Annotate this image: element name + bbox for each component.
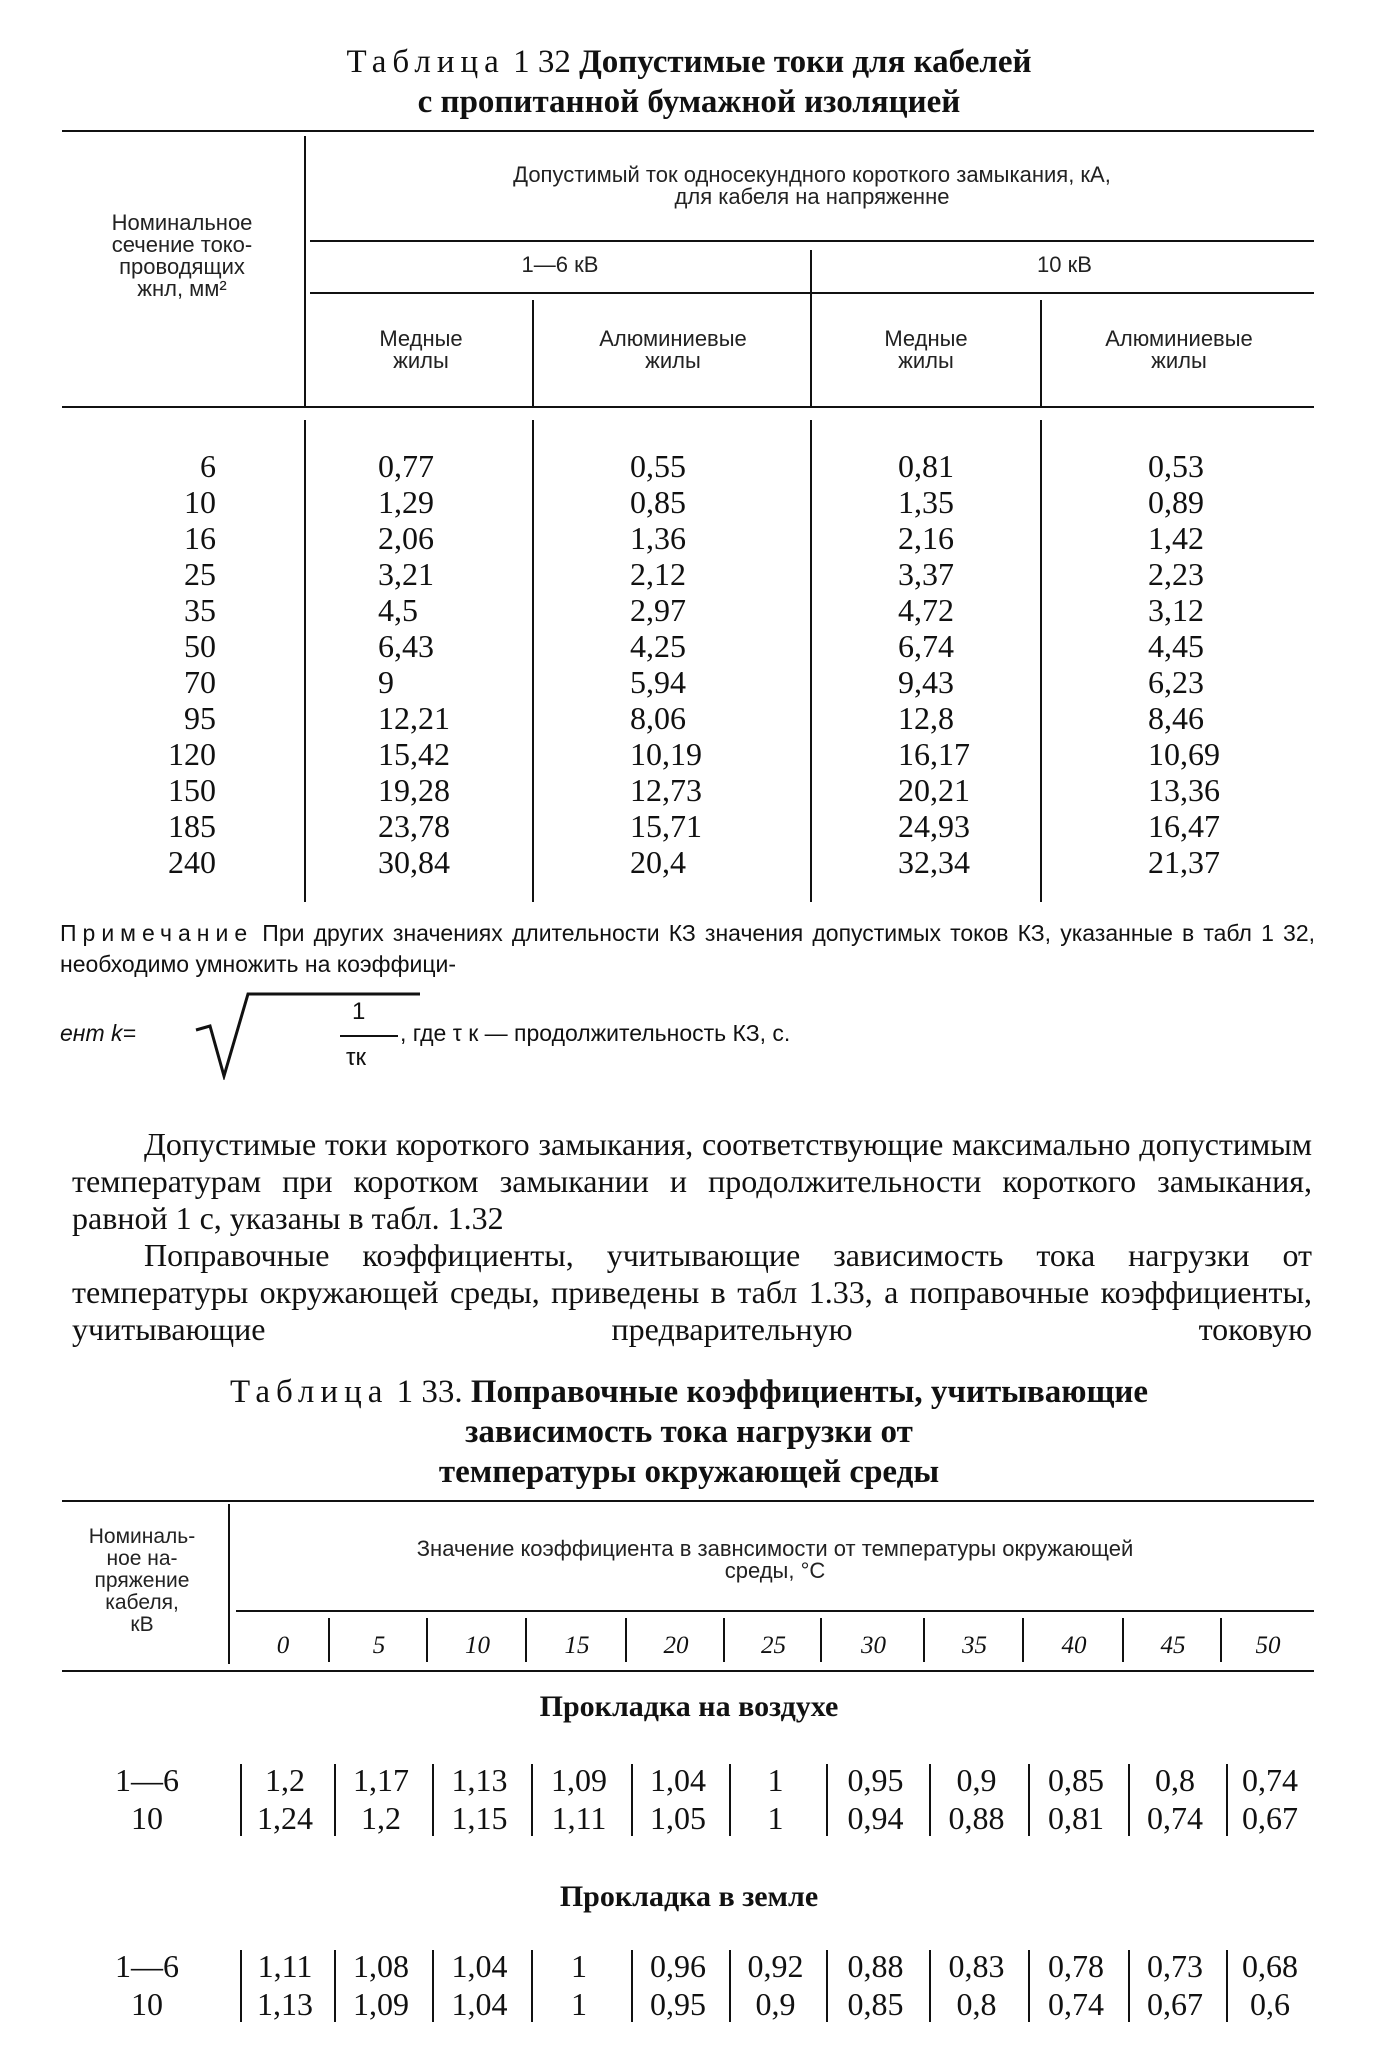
table-132-divider — [1040, 420, 1042, 902]
temperature-label: 35 — [962, 1632, 987, 1659]
aluminium-header-line: жилы — [645, 348, 701, 373]
current-value: 10,69 — [1148, 736, 1220, 772]
coefficient-value: 0,85 — [1048, 1762, 1104, 1798]
voltage-label: 10 — [131, 1986, 163, 2022]
coefficient-value: 0,96 — [650, 1948, 706, 1984]
note-formula — [60, 990, 1060, 1080]
note-label: Примечание — [60, 920, 254, 946]
current-value: 1,42 — [1148, 520, 1204, 556]
table-132-note — [60, 918, 1315, 980]
voltage-header-line: кВ — [130, 1613, 154, 1636]
table-132-number: 1 32 — [513, 44, 571, 80]
current-value: 2,16 — [898, 520, 954, 556]
current-header-line1: Допустимый ток односекундного короткого замыкания, кА, — [513, 162, 1111, 187]
table-133-top-rule — [62, 1500, 1314, 1502]
voltage-header-line: Номиналь- — [88, 1525, 196, 1548]
coefficient-value: 0,78 — [1048, 1948, 1104, 1984]
aluminium-header-line: Алюминиевые — [599, 326, 747, 351]
current-value: 6,23 — [1148, 664, 1204, 700]
coefficient-value: 0,9 — [956, 1762, 997, 1798]
table-133-divider — [820, 1618, 822, 1662]
table-132-rule — [310, 292, 1314, 294]
table-132-title-line1: Допустимые токи для кабелей — [579, 44, 1032, 80]
table-133-divider — [1220, 1618, 1222, 1662]
aluminium-1-6-header — [536, 328, 810, 372]
current-value: 19,28 — [378, 772, 450, 808]
current-value: 9,43 — [898, 664, 954, 700]
table-132-title-line2: с пропитанной бумажной изоляцией — [417, 84, 961, 120]
coefficient-value: 0,88 — [847, 1948, 904, 1984]
table-133-title-line2: зависимость тока нагрузки от — [465, 1414, 913, 1450]
section-header-line: сечение токо- — [111, 232, 253, 257]
temperature-label: 15 — [564, 1632, 590, 1659]
current-value: 13,36 — [1148, 772, 1220, 808]
current-value: 6,43 — [378, 628, 434, 664]
copper-1-6-column — [378, 448, 498, 880]
table-132-divider — [304, 136, 306, 406]
coefficient-value: 1,04 — [451, 1986, 508, 2022]
table-132-section-header — [62, 212, 302, 300]
coefficient-value: 1,13 — [257, 1986, 313, 2022]
current-value: 15,42 — [378, 736, 450, 772]
current-value: 9 — [378, 664, 394, 700]
table-132-divider — [810, 420, 812, 902]
section-value: 50 — [184, 628, 216, 664]
coefficient-value: 0,83 — [948, 1948, 1005, 1984]
current-value: 12,73 — [630, 772, 702, 808]
coefficient-value: 0,74 — [1147, 1800, 1203, 1836]
current-value: 2,12 — [630, 556, 686, 592]
current-value: 5,94 — [630, 664, 686, 700]
table-132-divider — [1040, 300, 1042, 406]
current-value: 2,06 — [378, 520, 434, 556]
section-value: 25 — [184, 556, 216, 592]
coefficient-value: 0,85 — [847, 1986, 904, 2022]
coefficient-value: 0,92 — [747, 1948, 804, 1984]
sections-column — [100, 448, 216, 880]
coefficient-value: 1,09 — [353, 1986, 409, 2022]
section-value: 35 — [184, 592, 216, 628]
copper-header-line: Медные — [379, 326, 463, 351]
table-133-title-line1: Поправочные коэффициенты, учитывающие — [470, 1374, 1148, 1410]
table-132-divider — [532, 420, 534, 902]
section-value: 240 — [168, 844, 216, 880]
temperature-label: 5 — [372, 1632, 386, 1659]
table-133-divider — [1122, 1618, 1124, 1662]
table-133-number: 1 33. — [396, 1374, 463, 1410]
coefficient-value: 0,88 — [948, 1800, 1005, 1836]
coefficient-value: 0,8 — [956, 1986, 997, 2022]
aluminium-1-6-column — [630, 448, 750, 880]
coefficient-value: 0,8 — [1155, 1762, 1195, 1798]
formula-prefix: ент k= — [60, 1020, 136, 1046]
coefficient-value: 1 — [571, 1948, 587, 1984]
copper-10-header — [815, 328, 1037, 372]
section-header-line: Номинальное — [111, 210, 253, 235]
current-value: 1,29 — [378, 484, 434, 520]
voltage-header-line: ное на- — [106, 1547, 178, 1570]
section-value: 95 — [184, 700, 216, 736]
aluminium-header-line: жилы — [1151, 348, 1207, 373]
temperature-label: 45 — [1160, 1632, 1186, 1659]
current-value: 3,12 — [1148, 592, 1204, 628]
coefficient-value: 1,2 — [361, 1800, 401, 1836]
coefficient-value: 0,68 — [1242, 1948, 1298, 1984]
table-133-divider — [228, 1504, 230, 1664]
current-value: 4,25 — [630, 628, 686, 664]
table-132-divider — [810, 250, 812, 406]
temperature-label: 10 — [465, 1632, 490, 1659]
section-header-line: жнл, мм² — [137, 276, 227, 301]
current-value: 4,5 — [378, 592, 418, 628]
coefficient-value: 1,04 — [451, 1948, 508, 1984]
current-value: 0,81 — [898, 448, 954, 484]
coef-header-line2: среды, °С — [724, 1558, 826, 1583]
current-value: 20,4 — [630, 844, 686, 880]
aluminium-header-line: Алюминиевые — [1105, 326, 1253, 351]
coefficient-value: 1,05 — [650, 1800, 706, 1836]
table-133-coef-header — [236, 1538, 1314, 1582]
table-132-title — [0, 42, 1378, 122]
current-value: 16,47 — [1148, 808, 1220, 844]
current-value: 30,84 — [378, 844, 450, 880]
current-value: 10,19 — [630, 736, 702, 772]
table-133-voltage-header — [58, 1526, 226, 1636]
coefficient-value: 0,95 — [847, 1762, 904, 1798]
coefficient-value: 1,13 — [451, 1762, 508, 1798]
table-133-title — [0, 1372, 1378, 1492]
current-value: 2,97 — [630, 592, 686, 628]
coefficient-value: 1 — [767, 1762, 784, 1798]
section-value: 150 — [168, 772, 216, 808]
current-value: 16,17 — [898, 736, 970, 772]
temperature-label: 40 — [1061, 1632, 1087, 1659]
coef-header-line1: Значение коэффициента в завнсимости от температуры окружающей — [416, 1536, 1134, 1561]
table-133-label: Таблица — [229, 1374, 389, 1410]
current-header-line2: для кабеля на напряженне — [674, 184, 950, 209]
coefficient-value: 1,04 — [650, 1762, 706, 1798]
aluminium-10-column — [1148, 448, 1268, 880]
table-133-divider — [525, 1618, 527, 1662]
coefficient-value: 1,17 — [353, 1762, 409, 1798]
current-value: 0,53 — [1148, 448, 1204, 484]
temperature-label: 30 — [861, 1632, 886, 1659]
coefficient-value: 0,95 — [650, 1986, 706, 2022]
coefficient-value: 1,24 — [257, 1800, 313, 1836]
current-value: 15,71 — [630, 808, 702, 844]
table-133-divider — [328, 1618, 330, 1662]
voltage-label: 1—6 — [115, 1762, 179, 1798]
copper-1-6-header — [310, 328, 532, 372]
current-value: 4,45 — [1148, 628, 1204, 664]
formula-suffix: , где τ к — продолжительность КЗ, с. — [400, 1020, 791, 1046]
current-value: 32,34 — [898, 844, 970, 880]
current-value: 4,72 — [898, 592, 954, 628]
voltage-header-line: пряжение — [94, 1569, 190, 1592]
coefficient-value: 0,67 — [1147, 1986, 1203, 2022]
coefficient-value: 1 — [767, 1800, 784, 1836]
current-value: 8,06 — [630, 700, 686, 736]
coefficient-value: 1,08 — [353, 1948, 409, 1984]
coefficient-value: 1,2 — [265, 1762, 305, 1798]
square-root-icon — [190, 990, 420, 1080]
copper-header-line: Медные — [884, 326, 968, 351]
section-value: 120 — [168, 736, 216, 772]
current-value: 1,36 — [630, 520, 686, 556]
table-133-rule — [236, 1610, 1314, 1612]
section-header-line: проводящих — [119, 254, 245, 279]
table-133-divider — [1022, 1618, 1024, 1662]
table-133-divider — [625, 1618, 627, 1662]
current-value: 0,85 — [630, 484, 686, 520]
current-value: 23,78 — [378, 808, 450, 844]
table-132-label: Таблица — [346, 44, 505, 80]
coefficient-value: 0,74 — [1242, 1762, 1298, 1798]
copper-10-column — [898, 448, 1018, 880]
section-value: 185 — [168, 808, 216, 844]
formula-numerator: 1 — [352, 998, 366, 1025]
coefficient-value: 1,11 — [257, 1948, 313, 1984]
voltage-label: 1—6 — [115, 1948, 179, 1984]
current-value: 6,74 — [898, 628, 954, 664]
temperature-label: 0 — [276, 1632, 290, 1659]
table-133-divider — [723, 1618, 725, 1662]
paragraph-2: Поправочные коэффициенты, учитывающие зависимость тока нагрузки от температуры окружающей среды, приведены в табл 1.33, а поправочные коэффициенты, учитывающие предварительную токовую — [72, 1237, 1312, 1347]
temperature-label: 25 — [761, 1632, 786, 1659]
current-value: 0,55 — [630, 448, 686, 484]
section-value: 70 — [184, 664, 216, 700]
current-value: 0,77 — [378, 448, 434, 484]
voltage-header-line: кабеля, — [105, 1591, 179, 1614]
voltage-10-header: 10 кВ — [1037, 252, 1092, 277]
coefficient-value: 1 — [571, 1986, 587, 2022]
section-value: 6 — [200, 448, 216, 484]
current-value: 12,8 — [898, 700, 954, 736]
coefficient-value: 0,73 — [1147, 1948, 1203, 1984]
coefficient-value: 1,15 — [451, 1800, 508, 1836]
copper-header-line: жилы — [393, 348, 449, 373]
coefficient-value: 1,09 — [551, 1762, 607, 1798]
current-value: 3,37 — [898, 556, 954, 592]
section-value: 10 — [184, 484, 216, 520]
coefficient-value: 0,9 — [755, 1986, 796, 2022]
table-132-top-rule — [62, 130, 1314, 132]
current-value: 20,21 — [898, 772, 970, 808]
coefficient-value: 1,11 — [551, 1800, 607, 1836]
copper-header-line: жилы — [898, 348, 954, 373]
table-132-divider — [532, 300, 534, 406]
formula-denominator: τк — [346, 1044, 366, 1071]
table-133-title-line3: температуры окружающей среды — [438, 1454, 940, 1490]
coefficient-value: 0,81 — [1048, 1800, 1104, 1836]
table-132-rule — [310, 240, 1314, 242]
current-value: 8,46 — [1148, 700, 1204, 736]
temperature-label: 20 — [663, 1632, 689, 1659]
coefficient-value: 0,6 — [1250, 1986, 1290, 2022]
table-132-header-rule — [62, 406, 1314, 408]
voltage-label: 10 — [131, 1800, 163, 1836]
current-value: 21,37 — [1148, 844, 1220, 880]
section-ground-title: Прокладка в земле — [559, 1880, 819, 1913]
current-value: 2,23 — [1148, 556, 1204, 592]
current-value: 1,35 — [898, 484, 954, 520]
temperature-label: 50 — [1255, 1632, 1281, 1659]
table-133-divider — [426, 1618, 428, 1662]
table-133-header-rule — [62, 1670, 1314, 1672]
coefficient-value: 0,67 — [1242, 1800, 1298, 1836]
voltage-1-6-header: 1—6 кВ — [521, 252, 599, 277]
section-air-title: Прокладка на воздухе — [539, 1690, 839, 1723]
coefficient-value: 0,74 — [1048, 1986, 1104, 2022]
current-value: 3,21 — [378, 556, 434, 592]
table-132-current-header — [310, 164, 1314, 208]
table-132-divider — [304, 420, 306, 902]
current-value: 0,89 — [1148, 484, 1204, 520]
current-value: 12,21 — [378, 700, 450, 736]
current-value: 24,93 — [898, 808, 970, 844]
aluminium-10-header — [1044, 328, 1314, 372]
section-value: 16 — [184, 520, 216, 556]
paragraph-1: Допустимые токи короткого замыкания, соответствующие максимально допустимым температурам при коротком замыкании и продолжительности короткого замыкания, равной 1 с, указаны в табл. 1.32 — [72, 1126, 1312, 1236]
note-text: При других значениях длительности КЗ значения допустимых токов КЗ, указанные в табл 1 32, необходимо умножить на коэффици- — [60, 920, 1316, 977]
coefficient-value: 0,94 — [847, 1800, 904, 1836]
table-133-divider — [923, 1618, 925, 1662]
